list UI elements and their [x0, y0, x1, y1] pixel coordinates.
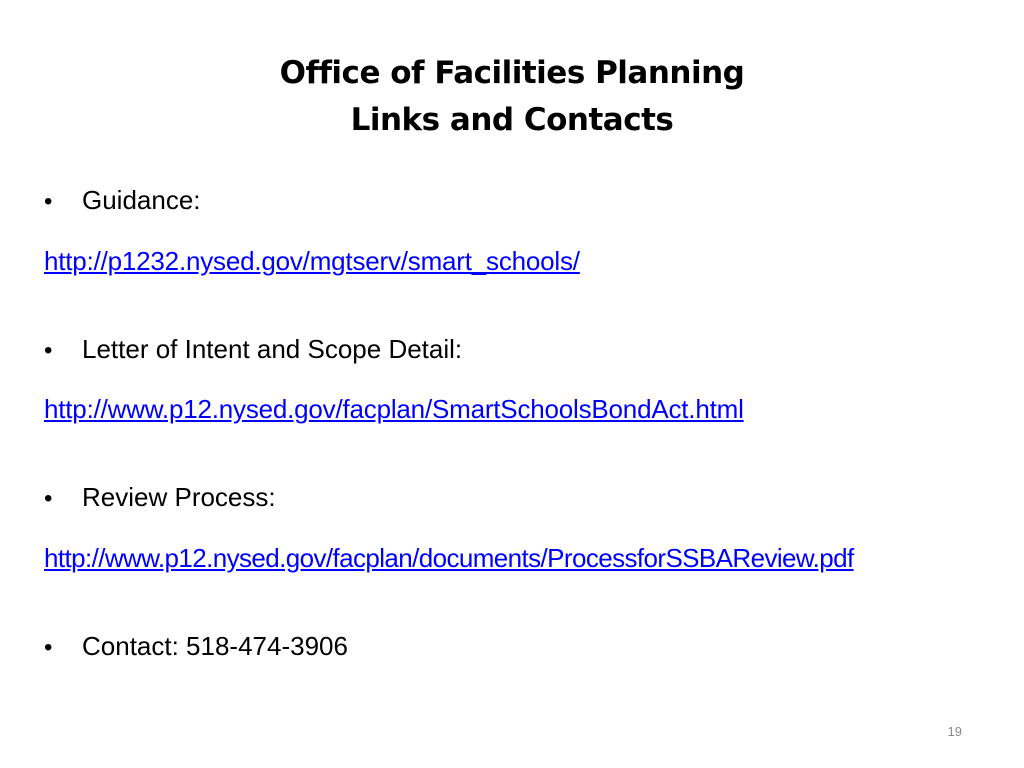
- bullet-dot: •: [44, 634, 53, 661]
- slide-title: [0, 50, 1024, 144]
- bullet-label: Review Process:: [82, 482, 276, 512]
- title-line-1: Office of Facilities Planning: [279, 55, 745, 91]
- review-process-link[interactable]: http://www.p12.nysed.gov/facplan/documents/ProcessforSSBAReview.pdf: [44, 543, 854, 573]
- bullet-guidance: [44, 184, 201, 218]
- page-number: 19: [947, 724, 962, 739]
- title-line-2: Links and Contacts: [350, 102, 674, 138]
- bullet-letter-of-intent: [44, 333, 462, 367]
- bullet-dot: •: [44, 188, 53, 215]
- bullet-dot: •: [44, 337, 53, 364]
- letter-of-intent-link[interactable]: http://www.p12.nysed.gov/facplan/SmartSchoolsBondAct.html: [44, 394, 744, 424]
- bullet-label: Guidance:: [82, 185, 201, 215]
- bullet-dot: •: [44, 485, 53, 512]
- contact-phone: Contact: 518-474-3906: [82, 631, 348, 661]
- bullet-contact: [44, 630, 348, 664]
- bullet-review-process: [44, 481, 276, 515]
- guidance-link[interactable]: http://p1232.nysed.gov/mgtserv/smart_schools/: [44, 246, 580, 276]
- bullet-label: Letter of Intent and Scope Detail:: [82, 334, 463, 364]
